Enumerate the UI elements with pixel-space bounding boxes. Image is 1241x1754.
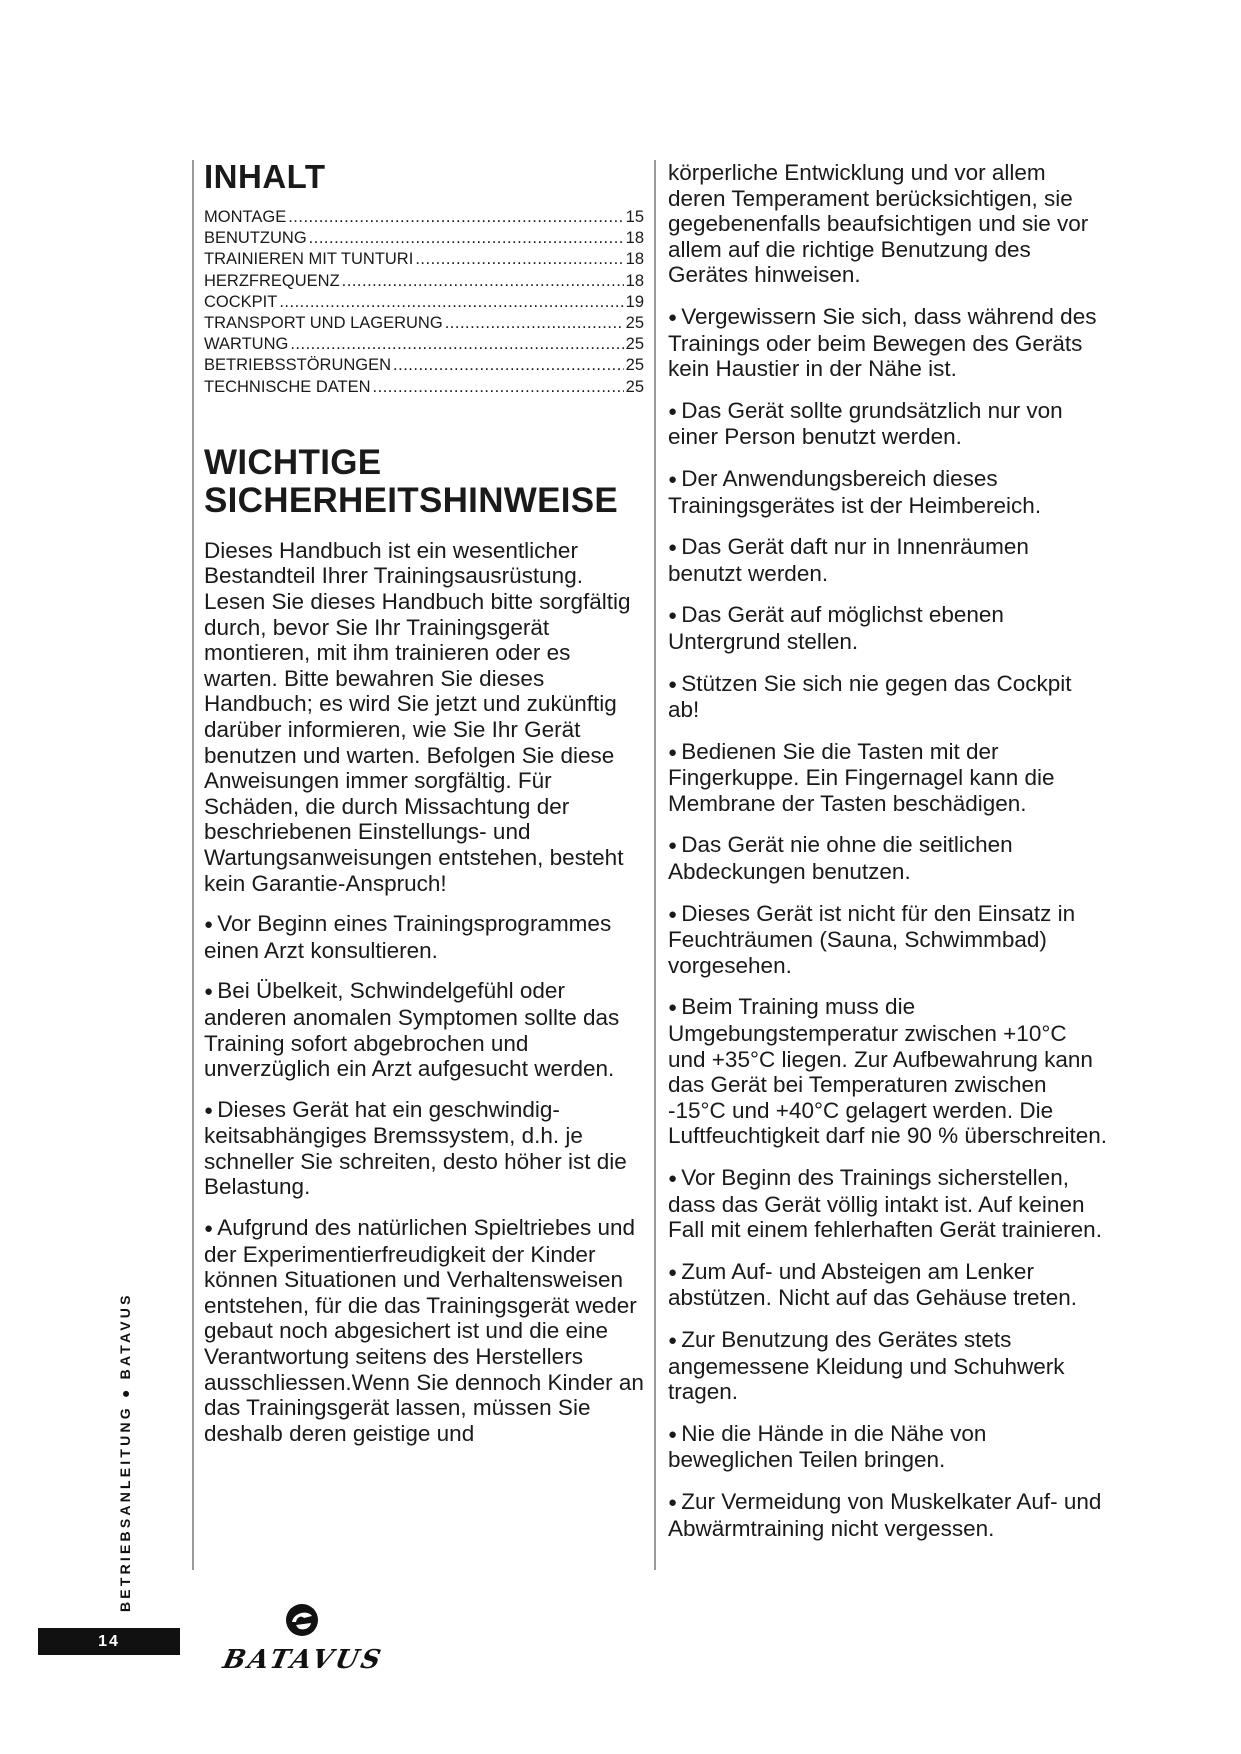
- toc-entry-page: 18: [625, 229, 644, 248]
- toc-entry: [204, 313, 644, 334]
- safety-bullet: ● Der Anwendungsbereich dieses Trainingsgerätes ist der Heimbereich.: [668, 466, 1108, 518]
- safety-bullet: ● Beim Training muss die Umgebungstemperatur zwischen +10°C und +35°C liegen. Zur Aufbewahrung kann das Gerät bei Temperaturen zwischen -15°C und +40°C gelagert werden. Die Luftfeuchtigkeit darf nie 90 % überschreiten.: [668, 994, 1108, 1149]
- safety-bullet: ● Dieses Gerät hat ein geschwindig-keitsabhängiges Bremssystem, d.h. je schneller Sie schreiten, desto höher ist die Belastung.: [204, 1097, 644, 1200]
- safety-bullet: ● Vergewissern Sie sich, dass während des Trainings oder beim Bewegen des Geräts kein Haustier in der Nähe ist.: [668, 304, 1108, 382]
- safety-heading-line2: SICHERHEITSHINWEISE: [204, 480, 619, 520]
- toc-entry-page: 18: [625, 250, 644, 269]
- toc-leader: [342, 271, 624, 292]
- safety-bullet: ● Das Gerät auf möglichst ebenen Untergrund stellen.: [668, 602, 1108, 654]
- toc-entry-page: 19: [625, 292, 644, 311]
- safety-bullet: ● Das Gerät sollte grundsätzlich nur von einer Person benutzt werden.: [668, 398, 1108, 450]
- safety-bullet: ● Zur Benutzung des Gerätes stets angemessene Kleidung und Schuhwerk tragen.: [668, 1327, 1108, 1405]
- left-column-rule: [192, 160, 194, 1570]
- intro-paragraph: Dieses Handbuch ist ein wesentlicher Bestandteil Ihrer Trainingsausrüstung. Lesen Sie dieses Handbuch bitte sorgfältig durch, bevor Sie Ihr Trainingsgerät montieren, mit ihm trainieren oder es warten. Bitte bewahren Sie dieses Handbuch; es wird Sie jetzt und zukünftig darüber informieren, wie Sie Ihr Gerät benutzen und warten. Befolgen Sie diese Anweisungen immer sorgfältig. Für Schäden, die durch Missachtung der beschriebenen Einstellungs- und Wartungsanweisungen entstehen, besteht kein Garantie-Anspruch!: [204, 537, 631, 896]
- toc-entry-title: BENUTZUNG: [204, 229, 307, 248]
- safety-bullet: ● Bei Übelkeit, Schwindelgefühl oder anderen anomalen Symptomen sollte das Training sofort abgebrochen und unverzüglich ein Arzt aufgesucht werden.: [204, 978, 644, 1081]
- toc-entry: [204, 334, 644, 355]
- safety-bullet: ● Das Gerät nie ohne die seitlichen Abdeckungen benutzen.: [668, 832, 1108, 884]
- batavus-logo: [204, 1600, 404, 1675]
- toc-entry: [204, 292, 644, 313]
- safety-bullet: ● Zur Vermeidung von Muskelkater Auf- und Abwärmtraining nicht vergessen.: [668, 1489, 1108, 1541]
- toc-entry: [204, 355, 644, 376]
- safety-bullet: ● Dieses Gerät ist nicht für den Einsatz in Feuchträumen (Sauna, Schwimmbad) vorgesehen.: [668, 901, 1108, 979]
- toc-entry-page: 15: [625, 208, 644, 226]
- toc-entry-title: BETRIEBSSTÖRUNGEN: [204, 356, 392, 375]
- toc-entry-page: 25: [625, 335, 644, 354]
- toc-entry-title: TECHNISCHE DATEN: [204, 377, 371, 396]
- safety-bullet: ● Zum Auf- und Absteigen am Lenker abstützen. Nicht auf das Gehäuse treten.: [668, 1259, 1108, 1311]
- toc-entry-title: HERZFREQUENZ: [204, 271, 340, 290]
- continued-paragraph: körperliche Entwicklung und vor allem deren Temperament berücksichtigen, sie gegebenenfalls beaufsichtigen und sie vor allem auf die richtige Benutzung des Gerätes hinweisen.: [668, 160, 1089, 288]
- toc-entry-title: COCKPIT: [204, 292, 278, 311]
- toc-leader: [279, 292, 623, 313]
- safety-bullet: ● Das Gerät daft nur in Innenräumen benutzt werden.: [668, 534, 1108, 586]
- toc-leader: [288, 207, 623, 228]
- toc-entry-page: 25: [625, 314, 644, 333]
- safety-bullet: ● Aufgrund des natürlichen Spieltriebes und der Experimentierfreudigkeit der Kinder können Situationen und Verhaltensweisen entstehen, für die das Trainingsgerät weder gebaut noch abgesichert ist und die eine Verantwortung seitens des Herstellers ausschliessen.Wenn Sie dennoch Kinder an das Trainingsgerät lassen, müssen Sie deshalb deren geistige und: [204, 1215, 644, 1446]
- toc-entry-page: 18: [625, 271, 644, 290]
- toc-entry-title: TRAINIEREN MIT TUNTURI: [204, 250, 414, 269]
- toc-entry-title: TRANSPORT UND LAGERUNG: [204, 314, 443, 333]
- toc-entry: [204, 228, 644, 249]
- toc-entry: [204, 271, 644, 292]
- toc-entry-page: 25: [625, 377, 644, 396]
- center-column-rule: [654, 160, 656, 1570]
- left-column: [204, 160, 644, 1461]
- table-of-contents: [204, 207, 644, 398]
- safety-bullet: ● Nie die Hände in die Nähe von beweglichen Teilen bringen.: [668, 1421, 1108, 1473]
- logo-wordmark: BATAVUS: [220, 1644, 387, 1675]
- toc-entry: [204, 207, 644, 228]
- toc-leader: [415, 249, 623, 270]
- toc-leader: [393, 355, 624, 376]
- right-column: [668, 160, 1108, 1557]
- safety-bullet: ● Vor Beginn eines Trainingsprogrammes einen Arzt konsultieren.: [204, 911, 644, 963]
- toc-entry: [204, 249, 644, 270]
- toc-leader: [373, 377, 624, 398]
- toc-entry: [204, 377, 644, 398]
- toc-entry-title: MONTAGE: [204, 208, 287, 226]
- page-number: 14: [38, 1628, 180, 1655]
- toc-leader: [309, 228, 624, 249]
- batavus-emblem-icon: [286, 1604, 318, 1636]
- toc-leader: [445, 313, 624, 334]
- safety-bullet: ● Stützen Sie sich nie gegen das Cockpit ab!: [668, 671, 1108, 723]
- side-running-title: BETRIEBSANLEITUNG ● BATAVUS: [117, 1292, 133, 1612]
- toc-leader: [290, 334, 623, 355]
- safety-heading: [204, 444, 644, 520]
- toc-entry-page: 25: [625, 356, 644, 375]
- toc-entry-title: WARTUNG: [204, 335, 289, 354]
- safety-bullet: ● Bedienen Sie die Tasten mit der Fingerkuppe. Ein Fingernagel kann die Membrane der Tasten beschädigen.: [668, 739, 1108, 817]
- toc-heading: INHALT: [204, 158, 326, 195]
- safety-bullet: ● Vor Beginn des Trainings sicherstellen, dass das Gerät völlig intakt ist. Auf keinen Fall mit einem fehlerhaften Gerät trainieren.: [668, 1165, 1108, 1243]
- safety-heading-line1: WICHTIGE: [204, 442, 382, 482]
